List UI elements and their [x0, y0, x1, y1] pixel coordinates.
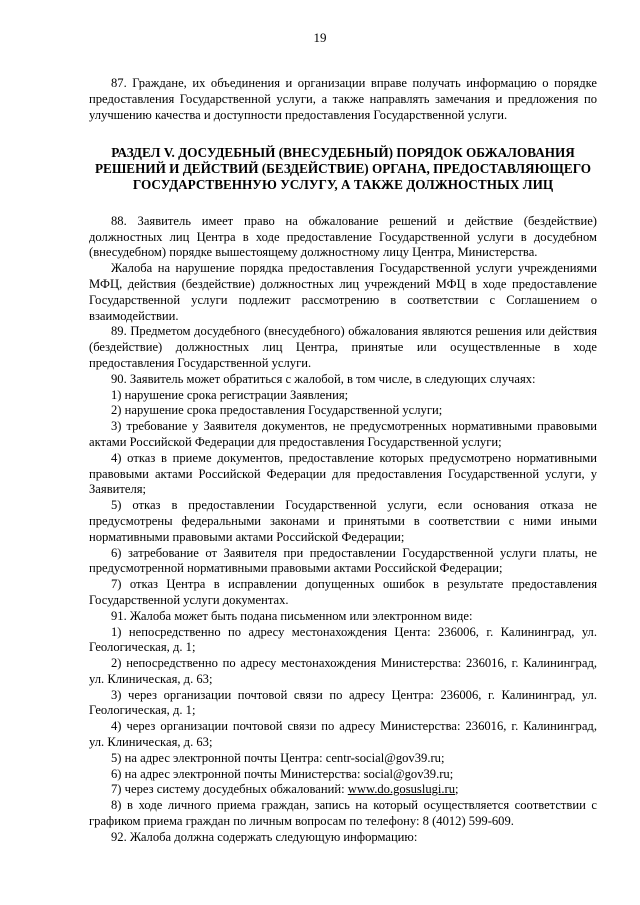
list-item-91-1: 1) непосредственно по адресу местонахождения Цента: 236006, г. Калининград, ул. Геологическая, д. 1;: [89, 624, 597, 655]
list-item-91-4: 4) через организации почтовой связи по адресу Министерства: 236016, г. Калининград, ул. Клиническая, д. 63;: [89, 719, 597, 750]
paragraph-89: 89. Предметом досудебного (внесудебного) обжалования являются решения или действия (бездействие) должностных лиц Центра, принятые или осуществленные в ходе предоставления Государственной услуги.: [89, 324, 597, 370]
gosuslugi-link[interactable]: www.do.gosuslugi.ru: [347, 782, 456, 797]
document-body: [89, 76, 597, 846]
page-number: 19: [313, 30, 327, 45]
list-item-91-7-suffix: ;: [455, 782, 459, 797]
paragraph-87: 87. Граждане, их объединения и организации вправе получать информацию о порядке предоставления Государственной услуги, а также направлять замечания и предложения по улучшению качества и доступности предоставления Государственной услуги.: [89, 76, 597, 122]
list-item-90-4: 4) отказ в приеме документов, предоставление которых предусмотрено нормативными правовыми актами Российской Федерации для предоставления Государственной услуги, у Заявителя;: [89, 450, 597, 497]
paragraph-92: 92. Жалоба должна содержать следующую информацию:: [111, 829, 418, 844]
section-heading-line-2: РЕШЕНИЙ И ДЕЙСТВИЙ (БЕЗДЕЙСТВИЕ) ОРГАНА, ПРЕДОСТАВЛЯЮЩЕГО: [94, 161, 592, 177]
paragraph-90: 90. Заявитель может обратиться с жалобой, в том числе, в следующих случаях:: [111, 371, 536, 386]
list-item-91-5: 5) на адрес электронной почты Центра: centr-social@gov39.ru;: [111, 750, 445, 765]
list-item-90-6: 6) затребование от Заявителя при предоставлении Государственной услуги платы, не предусмотренной нормативными правовыми актами Российской Федерации;: [89, 545, 597, 576]
list-item-90-2: 2) нарушение срока предоставления Государственной услуги;: [111, 403, 443, 418]
list-item-91-8: 8) в ходе личного приема граждан, запись на который осуществляется соответствии с графиком приема граждан по личным вопросам по телефону: 8 (4012) 599-609.: [89, 798, 597, 829]
list-item-90-5: 5) отказ в предоставлении Государственной услуги, если основания отказа не предусмотрены федеральными законами и принятыми в соответствии с ними иными нормативными правовыми актами Российской Федерации;: [89, 498, 597, 544]
list-item-91-3: 3) через организации почтовой связи по адресу Центра: 236006, г. Калининград, ул. Геологическая, д. 1;: [89, 687, 597, 718]
section-heading-line-1: РАЗДЕЛ V. ДОСУДЕБНЫЙ (ВНЕСУДЕБНЫЙ) ПОРЯДОК ОБЖАЛОВАНИЯ: [111, 145, 575, 161]
list-item-91-7-prefix: 7) через систему досудебных обжалований:: [111, 782, 348, 797]
paragraph-88-mfc: Жалоба на нарушение порядка предоставления Государственной услуги учреждениями МФЦ, действия (бездействие) должностных лиц учреждений МФЦ в ходе предоставление Государственной услуги подлежит рассмотрению в соответствии с Соглашением о взаимодействии.: [89, 261, 597, 323]
list-item-90-3: 3) требование у Заявителя документов, не предусмотренных нормативными правовыми актами Российской Федерации для предоставления Государственной услуги;: [89, 419, 597, 449]
list-item-90-1: 1) нарушение срока регистрации Заявления;: [111, 387, 349, 402]
list-item-91-2: 2) непосредственно по адресу местонахождения Министерства: 236016, г. Калининград, ул. Клиническая, д. 63;: [89, 656, 597, 686]
list-item-90-7: 7) отказ Центра в исправлении допущенных ошибок в результате предоставления Государственной услуги документах.: [89, 577, 597, 607]
section-heading: [89, 145, 597, 192]
paragraph-88: 88. Заявитель имеет право на обжалование решений и действие (бездействие) должностных лиц Центра в ходе предоставление Государственной услуги в досудебном (внесудебном) порядке вышестоящему должностному лицу Центра, Министерства.: [89, 213, 597, 260]
list-item-91-7: [89, 782, 597, 798]
paragraph-91: 91. Жалоба может быть подана письменном или электронном виде:: [111, 608, 473, 623]
section-heading-line-3: ГОСУДАРСТВЕННУЮ УСЛУГУ, А ТАКЖЕ ДОЛЖНОСТНЫХ ЛИЦ: [132, 176, 554, 192]
list-item-91-6: 6) на адрес электронной почты Министерства: social@gov39.ru;: [111, 766, 454, 781]
